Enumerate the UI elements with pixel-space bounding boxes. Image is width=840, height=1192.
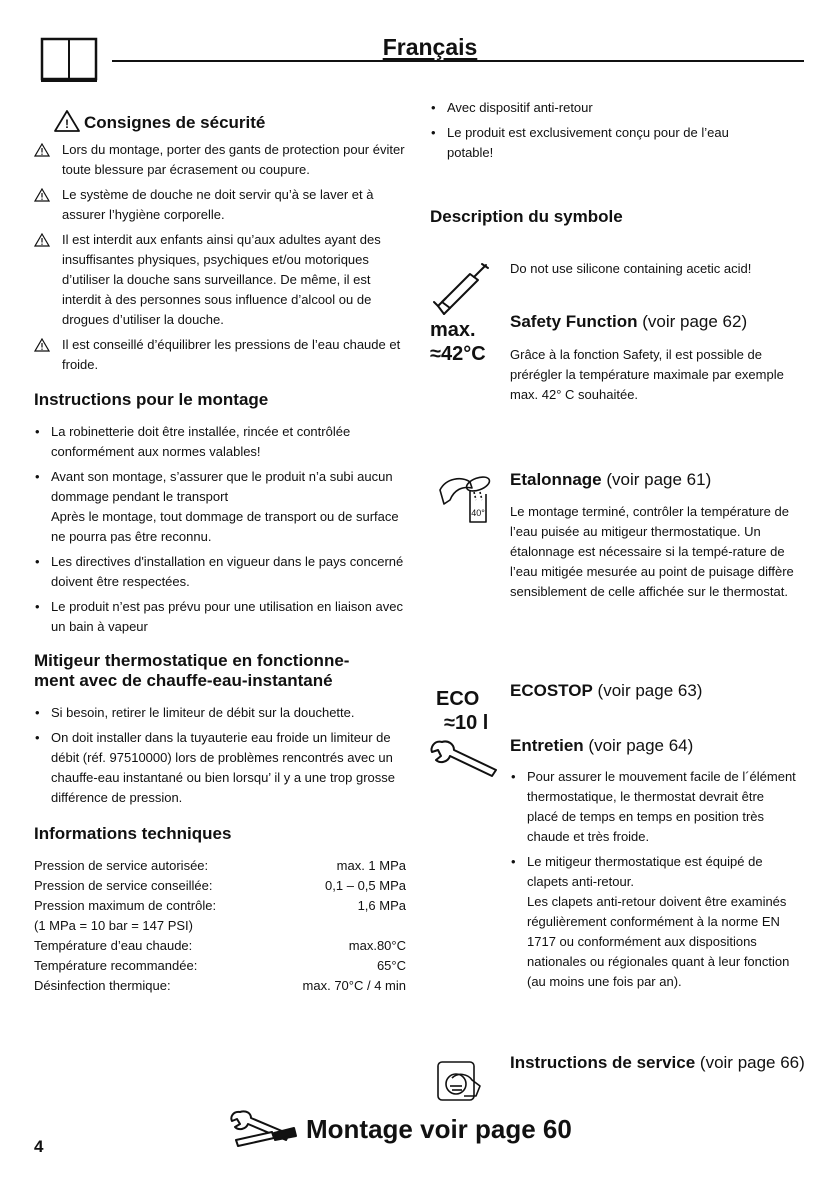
tech-table (34, 856, 406, 996)
maint-list (510, 767, 796, 997)
safety-function-title (510, 312, 810, 332)
safety-section (34, 110, 406, 375)
book-icon (40, 37, 98, 83)
instant-list (34, 703, 406, 808)
max-temp-icon (430, 318, 504, 366)
ecostop-name: ECOSTOP (510, 681, 593, 700)
list-item: • La robinetterie doit être installée, rincée et contrôlée conformément aux normes valables! (34, 422, 406, 462)
page-number: 4 (34, 1137, 44, 1156)
service-title (510, 1052, 806, 1075)
list-item: • Le produit est exclusivement conçu pour de l’eau potable! (430, 123, 770, 163)
table-row: Température d’eau chaude: max.80°C (34, 938, 406, 953)
service-name: Instructions de service (510, 1053, 696, 1072)
service-ref: (voir page 66) (695, 1053, 805, 1072)
ecostop-title (510, 681, 810, 701)
mounting-list (34, 422, 406, 637)
montage-link[interactable]: Montage voir page 60 (306, 1114, 572, 1144)
eco-line2: ≈10 l (444, 712, 489, 734)
list-item: • Avant son montage, s’assurer que le produit n’a subi aucun dommage pendant le transport Après le montage, tout dommage de transport ou de surface ne pourra pas être reconnu. (34, 467, 406, 547)
list-item: • On doit installer dans la tuyauterie eau froide un limiteur de débit (réf. 97510000) lors de problèmes rencontrés avec un chauffe-eau instantané ou bien lorsqu’ il y a une trop grosse différence de pression. (34, 728, 406, 808)
right-top-list (430, 98, 770, 168)
table-row: (1 MPa = 10 bar = 147 PSI) (34, 918, 193, 933)
list-item: Le système de douche ne doit servir qu’à se laver et à assurer l’hygiène corporelle. (34, 185, 406, 225)
manual-hand-icon (428, 1056, 494, 1102)
list-item: Il est conseillé d’équilibrer les pressions de l’eau chaude et froide. (34, 335, 406, 375)
table-row: Pression maximum de contrôle: 1,6 MPa (34, 898, 406, 913)
thermometer-label: 40° (471, 508, 485, 518)
symbols-heading: Description du symbole (430, 207, 623, 226)
max-temp-line1: max. (430, 319, 476, 341)
tech-heading: Informations techniques (34, 824, 232, 843)
mounting-heading: Instructions pour le montage (34, 390, 269, 409)
instant-heading: Mitigeur thermostatique en fonctionne- ment avec de chauffe-eau-instantané (34, 651, 350, 690)
tools-icon (228, 1106, 300, 1152)
page-title: Français (382, 34, 478, 60)
title-rule (112, 60, 804, 62)
safety-function-ref: (voir page 62) (637, 312, 748, 331)
list-item: Lors du montage, porter des gants de protection pour éviter toute blessure par écrasement ou coupure. (34, 140, 406, 180)
safety-function-name: Safety Function (510, 312, 638, 331)
svg-text:!: ! (65, 117, 69, 131)
list-item: • Avec dispositif anti-retour (430, 98, 770, 118)
calib-ref: (voir page 61) (601, 470, 712, 489)
silicone-warning-text: Do not use silicone containing acetic acid! (510, 261, 752, 276)
wrench-icon (428, 736, 498, 780)
calib-name: Etalonnage (510, 470, 602, 489)
maint-name: Entretien (510, 736, 584, 755)
safety-heading: Consignes de sécurité (84, 113, 266, 132)
safety-function-text: Grâce à la fonction Safety, il est possible de prérégler la température maximale par exemple max. 42° C souhaitée. (510, 347, 784, 402)
warning-icon (34, 233, 50, 247)
maint-ref: (voir page 64) (583, 736, 694, 755)
table-row: Pression de service conseillée: 0,1 – 0,5 MPa (34, 878, 406, 893)
calib-text: Le montage terminé, contrôler la température de l’eau puisée au mitigeur thermostatique. Un étalonnage est nécessaire si la tempé-rature de l’eau mitigée mesurée au point de puisage diffère sensiblement de celle affichée sur le thermostat. (510, 504, 794, 599)
eco-icon (436, 687, 502, 735)
calib-title (510, 470, 810, 490)
ecostop-ref: (voir page 63) (592, 681, 703, 700)
silicone-gun-icon (430, 258, 492, 316)
safety-list (34, 140, 406, 375)
table-row: Désinfection thermique: max. 70°C / 4 min (34, 978, 406, 993)
list-item: • Les directives d'installation en vigueur dans le pays concerné doivent être respectées. (34, 552, 406, 592)
warning-large-icon (54, 110, 80, 137)
table-row: Température recommandée: 65°C (34, 958, 406, 973)
warning-icon (34, 143, 50, 157)
list-item: • Le mitigeur thermostatique est équipé de clapets anti-retour. Les clapets anti-retour doivent être examinés régulièrement conformément à la norme EN 1717 ou conformément aux dispositions nationales ou régionales quant à leur fonction (au moins une fois par an). (510, 852, 796, 992)
max-temp-line2: ≈42°C (430, 343, 486, 365)
thermometer-hand-icon (432, 470, 496, 528)
left-column (34, 110, 406, 996)
list-item: • Pour assurer le mouvement facile de l´élément thermostatique, le thermostat devrait être placé de temps en temps en position très chaude et très froide. (510, 767, 796, 847)
warning-icon (34, 188, 50, 202)
list-item: • Si besoin, retirer le limiteur de débit sur la douchette. (34, 703, 406, 723)
list-item: • Le produit n’est pas prévu pour une utilisation en liaison avec un bain à vapeur (34, 597, 406, 637)
maint-title (510, 736, 810, 756)
eco-line1: ECO (436, 688, 480, 710)
warning-icon (34, 338, 50, 352)
table-row: Pression de service autorisée: max. 1 MPa (34, 858, 406, 873)
list-item: Il est interdit aux enfants ainsi qu’aux adultes ayant des insuffisantes physiques, psychiques et/ou motoriques d’utiliser la douche sans surveillance. De même, il est interdit à des personnes sous influence d’alcool ou de drogues d’utiliser la douche. (34, 230, 406, 330)
